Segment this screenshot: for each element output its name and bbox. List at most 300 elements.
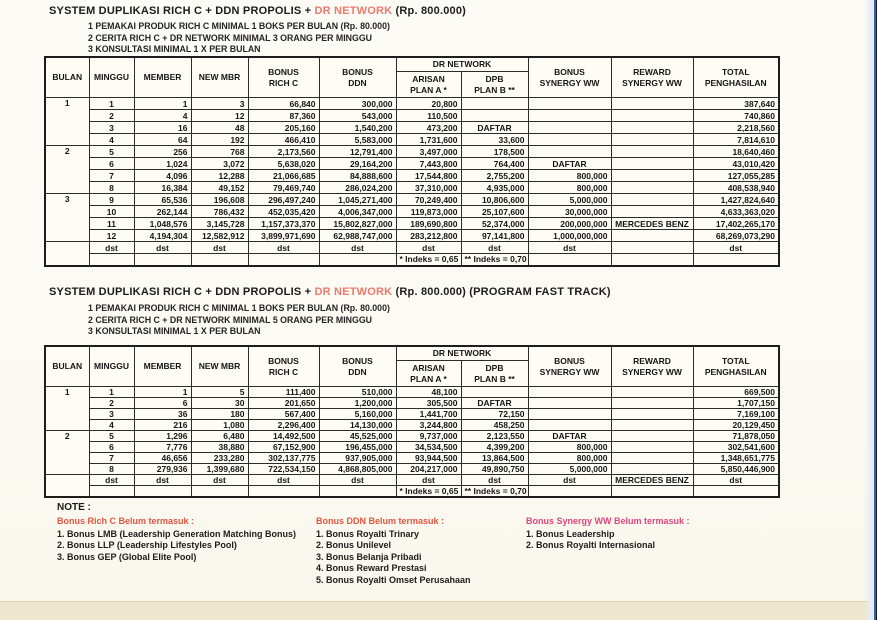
table-host-2 <box>44 345 780 498</box>
cell-ddn: 14,130,000 <box>319 420 396 431</box>
cell-num: dst <box>191 475 248 486</box>
cell-num: 1,296 <box>134 431 191 442</box>
cell-dpb: DAFTAR <box>461 122 528 134</box>
cell-num: 7,776 <box>134 442 191 453</box>
cell-syn: 5,000,000 <box>528 464 611 475</box>
cell-rew <box>611 398 693 409</box>
cell-total: 669,500 <box>693 387 779 398</box>
cell-syn: 800,000 <box>528 170 611 182</box>
table-row <box>45 431 779 442</box>
column-header: BONUS DDN <box>319 57 396 98</box>
cell-ddn: 510,000 <box>319 387 396 398</box>
cell-ddn: 15,802,827,000 <box>319 218 396 230</box>
cell-minggu: 8 <box>89 182 134 194</box>
column-header: BONUS DDN <box>319 346 396 387</box>
cell-arisan: 1,441,700 <box>396 409 461 420</box>
cell-rew <box>611 194 693 206</box>
cell-dpb: 49,890,750 <box>461 464 528 475</box>
cell-num: 786,432 <box>191 206 248 218</box>
cell-dpb: 10,806,600 <box>461 194 528 206</box>
column-header: BONUS SYNERGY WW <box>528 346 611 387</box>
cell-dpb: dst <box>461 475 528 486</box>
note-item: 3. Bonus Belanja Pribadi <box>316 551 422 562</box>
cell-arisan: 48,100 <box>396 387 461 398</box>
cell-rew <box>611 254 693 266</box>
cell-num: 205,160 <box>248 122 319 134</box>
cell-total: 408,538,940 <box>693 182 779 194</box>
cell-num <box>248 486 319 498</box>
section2-title-suffix: (Rp. 800.000) (PROGRAM FAST TRACK) <box>392 286 611 298</box>
cell-num: 1,048,576 <box>134 218 191 230</box>
section1-title-suffix: (Rp. 800.000) <box>392 5 467 17</box>
cell-num: 302,137,775 <box>248 453 319 464</box>
table-row <box>45 206 779 218</box>
cell-syn: 5,000,000 <box>528 194 611 206</box>
cell-num: 4,096 <box>134 170 191 182</box>
cell-arisan: 34,534,500 <box>396 442 461 453</box>
cell-dpb: 25,107,600 <box>461 206 528 218</box>
cell-arisan: 7,443,800 <box>396 158 461 170</box>
cell-arisan: 119,873,000 <box>396 206 461 218</box>
cell-num: 12,582,912 <box>191 230 248 242</box>
cell-syn <box>528 110 611 122</box>
cell-ddn: 4,868,805,000 <box>319 464 396 475</box>
cell-rew: MERCEDES BENZ <box>611 475 693 486</box>
cell-rew <box>611 182 693 194</box>
cell-minggu: 3 <box>89 409 134 420</box>
cell-dpb: DAFTAR <box>461 398 528 409</box>
cell-bulan: 3 <box>45 194 89 242</box>
column-header: REWARD SYNERGY WW <box>611 346 693 387</box>
cell-syn <box>528 387 611 398</box>
cell-total: 71,878,050 <box>693 431 779 442</box>
note-group <box>316 516 471 586</box>
cell-dpb: dst <box>461 242 528 254</box>
cell-rew <box>611 242 693 254</box>
cell-minggu: 1 <box>89 387 134 398</box>
table-row <box>45 230 779 242</box>
cell-ddn: 84,888,600 <box>319 170 396 182</box>
cell-total: 2,218,560 <box>693 122 779 134</box>
cell-syn <box>528 134 611 146</box>
cell-syn <box>528 398 611 409</box>
cell-syn <box>528 420 611 431</box>
column-header: MINGGU <box>89 346 134 387</box>
table-row <box>45 387 779 398</box>
cell-ddn: 1,045,271,400 <box>319 194 396 206</box>
column-header: TOTAL PENGHASILAN <box>693 57 779 98</box>
cell-minggu: 4 <box>89 134 134 146</box>
note-section-title: NOTE : <box>57 502 91 513</box>
cell-total: 68,269,073,290 <box>693 230 779 242</box>
scan-bottom-strip <box>0 601 877 620</box>
cell-bulan: 1 <box>45 387 89 431</box>
cell-num: dst <box>134 475 191 486</box>
cell-bulan: 2 <box>45 146 89 194</box>
cell-dpb: 72,150 <box>461 409 528 420</box>
cell-rew <box>611 98 693 110</box>
cell-dpb: 458,250 <box>461 420 528 431</box>
cell-num: 3,899,971,690 <box>248 230 319 242</box>
section2-note-line: 3 KONSULTASI MINIMAL 1 X PER BULAN <box>88 326 261 336</box>
cell-dpb: 764,400 <box>461 158 528 170</box>
cell-num: 111,400 <box>248 387 319 398</box>
cell-rew <box>611 110 693 122</box>
cell-syn <box>528 486 611 498</box>
cell-dpb <box>461 110 528 122</box>
cell-bulan: 2 <box>45 431 89 475</box>
cell-num: 3,072 <box>191 158 248 170</box>
note-item: 2. Bonus Unilevel <box>316 540 392 550</box>
cell-num: 1,080 <box>191 420 248 431</box>
cell-arisan: 9,737,000 <box>396 431 461 442</box>
table-row <box>45 486 779 498</box>
cell-syn: 800,000 <box>528 442 611 453</box>
cell-num: 1,399,680 <box>191 464 248 475</box>
cell-total <box>693 254 779 266</box>
note-group-header: Bonus Rich C Belum termasuk : <box>57 516 195 526</box>
cell-bulan <box>45 475 89 498</box>
column-header: BONUS SYNERGY WW <box>528 57 611 98</box>
column-header: BULAN <box>45 57 89 98</box>
cell-syn <box>528 98 611 110</box>
column-header: REWARD SYNERGY WW <box>611 57 693 98</box>
cell-dpb: 97,141,800 <box>461 230 528 242</box>
cell-minggu: dst <box>89 242 134 254</box>
cell-num: 12 <box>191 110 248 122</box>
cell-num <box>191 486 248 498</box>
cell-arisan: 204,217,000 <box>396 464 461 475</box>
cell-dpb: 2,123,550 <box>461 431 528 442</box>
cell-num: 48 <box>191 122 248 134</box>
cell-dpb <box>461 387 528 398</box>
cell-rew <box>611 230 693 242</box>
cell-arisan: 283,212,800 <box>396 230 461 242</box>
cell-num: dst <box>134 242 191 254</box>
table-row <box>45 98 779 110</box>
cell-rew <box>611 453 693 464</box>
cell-minggu: 3 <box>89 122 134 134</box>
cell-minggu: 10 <box>89 206 134 218</box>
cell-total: 43,010,420 <box>693 158 779 170</box>
cell-minggu: 5 <box>89 146 134 158</box>
cell-minggu: 12 <box>89 230 134 242</box>
cell-dpb: 178,500 <box>461 146 528 158</box>
cell-syn <box>528 146 611 158</box>
cell-num: 192 <box>191 134 248 146</box>
cell-total: 4,633,363,020 <box>693 206 779 218</box>
cell-rew <box>611 387 693 398</box>
column-header: ARISAN PLAN A * <box>396 361 461 387</box>
table-row <box>45 409 779 420</box>
cell-arisan: 1,731,600 <box>396 134 461 146</box>
note-item: 4. Bonus Reward Prestasi <box>316 563 427 573</box>
cell-num: 1 <box>134 387 191 398</box>
cell-ddn: 29,164,200 <box>319 158 396 170</box>
cell-num: 5,638,020 <box>248 158 319 170</box>
cell-rew <box>611 158 693 170</box>
section1-title <box>49 5 466 17</box>
cell-dpb: 13,864,500 <box>461 453 528 464</box>
cell-num: dst <box>191 242 248 254</box>
cell-num: 65,536 <box>134 194 191 206</box>
table-row <box>45 194 779 206</box>
cell-rew <box>611 146 693 158</box>
table-row <box>45 110 779 122</box>
column-header: DPB PLAN B ** <box>461 72 528 98</box>
cell-rew <box>611 431 693 442</box>
cell-num: 14,492,500 <box>248 431 319 442</box>
cell-num: dst <box>248 242 319 254</box>
cell-minggu <box>89 486 134 498</box>
cell-num: 196,608 <box>191 194 248 206</box>
cell-syn <box>528 122 611 134</box>
cell-syn <box>528 409 611 420</box>
table-row <box>45 420 779 431</box>
cell-rew <box>611 206 693 218</box>
cell-total: 740,860 <box>693 110 779 122</box>
cell-minggu: 9 <box>89 194 134 206</box>
cell-arisan: dst <box>396 475 461 486</box>
cell-dpb: 52,374,000 <box>461 218 528 230</box>
table-row <box>45 218 779 230</box>
table-row <box>45 242 779 254</box>
cell-num: 296,497,240 <box>248 194 319 206</box>
cell-ddn <box>319 486 396 498</box>
cell-num: 2,173,560 <box>248 146 319 158</box>
cell-minggu: 2 <box>89 110 134 122</box>
cell-rew <box>611 134 693 146</box>
cell-syn: dst <box>528 242 611 254</box>
table-row <box>45 254 779 266</box>
cell-syn: 200,000,000 <box>528 218 611 230</box>
cell-total: 5,850,446,900 <box>693 464 779 475</box>
cell-bulan <box>45 242 89 266</box>
cell-num: 1,024 <box>134 158 191 170</box>
cell-syn: 800,000 <box>528 182 611 194</box>
cell-syn: DAFTAR <box>528 431 611 442</box>
cell-total: dst <box>693 242 779 254</box>
cell-rew <box>611 442 693 453</box>
table-row <box>45 475 779 486</box>
cell-arisan: 20,800 <box>396 98 461 110</box>
table-row <box>45 170 779 182</box>
column-header: BONUS RICH C <box>248 57 319 98</box>
cell-ddn: dst <box>319 475 396 486</box>
cell-minggu: 6 <box>89 442 134 453</box>
cell-rew <box>611 464 693 475</box>
section2-title-prefix: SYSTEM DUPLIKASI RICH C + DDN PROPOLIS + <box>49 286 315 298</box>
cell-rew <box>611 420 693 431</box>
cell-ddn: 300,000 <box>319 98 396 110</box>
cell-num: 49,152 <box>191 182 248 194</box>
cell-arisan: dst <box>396 242 461 254</box>
cell-num: 2,296,400 <box>248 420 319 431</box>
cell-minggu: 4 <box>89 420 134 431</box>
column-header: BULAN <box>45 346 89 387</box>
note-item: 1. Bonus Leadership <box>526 528 615 539</box>
cell-dpb: 2,755,200 <box>461 170 528 182</box>
section2-note-line: 2 CERITA RICH C + DR NETWORK MINIMAL 5 ORANG PER MINGGU <box>88 314 373 325</box>
cell-num <box>134 486 191 498</box>
cell-total: 20,129,450 <box>693 420 779 431</box>
cell-arisan: 17,544,800 <box>396 170 461 182</box>
section1-title-prefix: SYSTEM DUPLIKASI RICH C + DDN PROPOLIS + <box>49 5 315 17</box>
cell-num: 4,194,304 <box>134 230 191 242</box>
cell-num: 21,066,685 <box>248 170 319 182</box>
cell-ddn: 5,160,000 <box>319 409 396 420</box>
duplication-table-2 <box>44 345 780 498</box>
note-item: 1. Bonus LMB (Leadership Generation Matching Bonus) <box>57 528 297 539</box>
cell-num: 466,410 <box>248 134 319 146</box>
cell-num: 1,157,373,370 <box>248 218 319 230</box>
column-header: MINGGU <box>89 57 134 98</box>
cell-minggu: 11 <box>89 218 134 230</box>
cell-arisan: 473,200 <box>396 122 461 134</box>
cell-num: 6,480 <box>191 431 248 442</box>
cell-arisan: 93,944,500 <box>396 453 461 464</box>
cell-num: 3 <box>191 98 248 110</box>
cell-dpb: 4,399,200 <box>461 442 528 453</box>
cell-bulan: 1 <box>45 98 89 146</box>
cell-minggu: 2 <box>89 398 134 409</box>
cell-ddn: 1,540,200 <box>319 122 396 134</box>
table-row <box>45 442 779 453</box>
cell-rew: MERCEDES BENZ <box>611 218 693 230</box>
cell-num: 30 <box>191 398 248 409</box>
cell-num: 36 <box>134 409 191 420</box>
column-header: MEMBER <box>134 57 191 98</box>
duplication-table-1 <box>44 56 780 267</box>
section1-title-highlight: DR NETWORK <box>314 5 393 17</box>
note-group-header: Bonus Synergy WW Belum termasuk : <box>526 516 690 526</box>
section2-notes <box>88 303 390 338</box>
cell-total <box>693 486 779 498</box>
cell-ddn: 543,000 <box>319 110 396 122</box>
cell-ddn: 62,988,747,000 <box>319 230 396 242</box>
cell-total: 127,055,285 <box>693 170 779 182</box>
cell-num: 201,650 <box>248 398 319 409</box>
table-row <box>45 158 779 170</box>
cell-arisan: * Indeks = 0,65 <box>396 486 461 498</box>
cell-num: 180 <box>191 409 248 420</box>
cell-arisan: 3,244,800 <box>396 420 461 431</box>
table-host-1 <box>44 56 780 267</box>
cell-ddn: 12,791,400 <box>319 146 396 158</box>
cell-dpb: ** Indeks = 0,70 <box>461 254 528 266</box>
cell-num <box>248 254 319 266</box>
cell-syn: 30,000,000 <box>528 206 611 218</box>
cell-arisan: 305,500 <box>396 398 461 409</box>
section2-title-highlight: DR NETWORK <box>314 286 393 298</box>
table-row <box>45 134 779 146</box>
cell-minggu <box>89 254 134 266</box>
section1-note-line: 3 KONSULTASI MINIMAL 1 X PER BULAN <box>88 44 261 54</box>
column-header: NEW MBR <box>191 346 248 387</box>
cell-total: 7,169,100 <box>693 409 779 420</box>
cell-syn: DAFTAR <box>528 158 611 170</box>
cell-arisan: * Indeks = 0,65 <box>396 254 461 266</box>
column-header: MEMBER <box>134 346 191 387</box>
cell-num: 16 <box>134 122 191 134</box>
note-item: 5. Bonus Royalti Omset Perusahaan <box>316 574 471 585</box>
cell-syn: 800,000 <box>528 453 611 464</box>
cell-syn: dst <box>528 475 611 486</box>
cell-ddn: 5,583,000 <box>319 134 396 146</box>
column-header: NEW MBR <box>191 57 248 98</box>
table-row <box>45 398 779 409</box>
note-group-header: Bonus DDN Belum termasuk : <box>316 516 445 526</box>
note-item: 1. Bonus Royalti Trinary <box>316 528 420 539</box>
column-header: DR NETWORK <box>396 346 528 361</box>
cell-num: 66,840 <box>248 98 319 110</box>
cell-num: 262,144 <box>134 206 191 218</box>
cell-num: 67,152,900 <box>248 442 319 453</box>
section1-notes <box>88 21 390 56</box>
cell-ddn: 286,024,200 <box>319 182 396 194</box>
cell-num: 279,936 <box>134 464 191 475</box>
cell-total: 18,640,460 <box>693 146 779 158</box>
cell-arisan: 110,500 <box>396 110 461 122</box>
cell-arisan: 189,690,800 <box>396 218 461 230</box>
cell-arisan: 70,249,400 <box>396 194 461 206</box>
column-header: DPB PLAN B ** <box>461 361 528 387</box>
column-header: BONUS RICH C <box>248 346 319 387</box>
cell-num: 46,656 <box>134 453 191 464</box>
cell-rew <box>611 170 693 182</box>
cell-total: 1,427,824,640 <box>693 194 779 206</box>
column-header: DR NETWORK <box>396 57 528 72</box>
note-group <box>57 516 296 563</box>
cell-ddn <box>319 254 396 266</box>
note-group <box>526 516 690 552</box>
cell-num: 6 <box>134 398 191 409</box>
section2-title <box>49 286 611 298</box>
cell-dpb: 33,600 <box>461 134 528 146</box>
table-row <box>45 453 779 464</box>
note-item: 2. Bonus LLP (Leadership Lifestyles Pool) <box>57 540 237 550</box>
cell-total: 387,640 <box>693 98 779 110</box>
cell-arisan: 37,310,000 <box>396 182 461 194</box>
cell-rew <box>611 486 693 498</box>
cell-total: 302,541,600 <box>693 442 779 453</box>
cell-num: 567,400 <box>248 409 319 420</box>
cell-num: dst <box>248 475 319 486</box>
cell-num: 3,145,728 <box>191 218 248 230</box>
cell-ddn: dst <box>319 242 396 254</box>
cell-minggu: dst <box>89 475 134 486</box>
cell-num: 4 <box>134 110 191 122</box>
cell-ddn: 4,006,347,000 <box>319 206 396 218</box>
note-item: 3. Bonus GEP (Global Elite Pool) <box>57 551 197 562</box>
cell-num: 1 <box>134 98 191 110</box>
section1-note-line: 1 PEMAKAI PRODUK RICH C MINIMAL 1 BOKS PER BULAN (Rp. 80.000) <box>88 21 390 31</box>
cell-total: 7,814,610 <box>693 134 779 146</box>
table-row <box>45 146 779 158</box>
cell-num: 64 <box>134 134 191 146</box>
cell-num: 12,288 <box>191 170 248 182</box>
cell-num: 5 <box>191 387 248 398</box>
cell-ddn: 937,905,000 <box>319 453 396 464</box>
cell-num <box>134 254 191 266</box>
cell-dpb <box>461 98 528 110</box>
cell-dpb: ** Indeks = 0,70 <box>461 486 528 498</box>
cell-num: 256 <box>134 146 191 158</box>
cell-total: 1,348,651,775 <box>693 453 779 464</box>
cell-ddn: 1,200,000 <box>319 398 396 409</box>
cell-syn: 1,000,000,000 <box>528 230 611 242</box>
table-row <box>45 464 779 475</box>
